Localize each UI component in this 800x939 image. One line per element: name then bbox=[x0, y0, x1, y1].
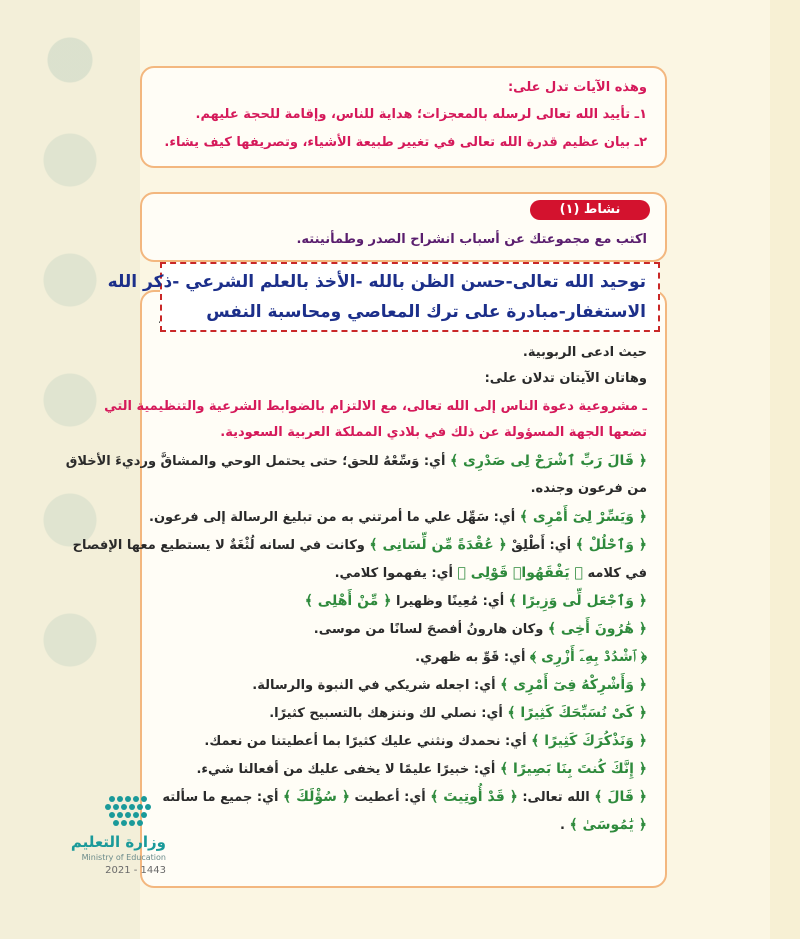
verse-explanation: أي: وَسِّعْهُ للحق؛ حتى يحتمل الوحي والمشاقَّ ورديءَ الأخلاق bbox=[65, 454, 446, 469]
verse-line bbox=[252, 677, 647, 693]
verse-text: ﴿ مِّنْ أَهْلِى ﴾ bbox=[304, 593, 392, 609]
answer-line-2: الاستغفار-مبادرة على ترك المعاصي ومحاسبة النفس bbox=[206, 302, 646, 322]
verse-text: ﴿ هَٰرُونَ أَخِى ﴾ bbox=[547, 621, 647, 637]
conclusion-item-2: ٢ـ بيان عظيم قدرة الله تعالى في تغيير طبيعة الأشياء، وتصريفها كيف يشاء. bbox=[164, 135, 647, 150]
verse-text: ﴿ وَنَذْكُرَكَ كَثِيرًا ﴾ bbox=[531, 733, 647, 749]
verse-line bbox=[162, 789, 647, 805]
verse-line bbox=[335, 565, 647, 581]
activity-badge: نشاط (١) bbox=[530, 200, 650, 220]
ministry-logo bbox=[52, 793, 170, 883]
text-line: حيث ادعى الربوبية. bbox=[522, 345, 647, 360]
conclusion-item-1: ١ـ تأييد الله تعالى لرسله بالمعجزات؛ هداية للناس، وإقامة للحجة عليهم. bbox=[195, 107, 647, 122]
verse-text: ﴿ وَٱحْلُلْ ﴾ bbox=[575, 537, 647, 553]
verse-line bbox=[196, 761, 647, 777]
verse-text: ﴿ وَٱجْعَل لِّى وَزِيرًا ﴾ bbox=[508, 593, 647, 609]
verse-explanation: وكان هارونُ أفصحَ لسانًا من موسى. bbox=[313, 622, 544, 637]
verse-text: ﴿ ٱشْدُدْ بِهِۦٓ أَزْرِى ﴾ bbox=[530, 649, 647, 665]
conclusion-box bbox=[140, 66, 667, 168]
verse-text: ﴿ سُؤْلَكَ ﴾ bbox=[283, 789, 350, 805]
verse-explanation: أي: أَطْلِقْ bbox=[511, 538, 572, 553]
verse-explanation: الله تعالى: bbox=[522, 790, 590, 805]
verse-explanation: أي: اجعله شريكي في النبوة والرسالة. bbox=[252, 678, 496, 693]
verse-line bbox=[415, 649, 647, 665]
page-edge bbox=[770, 0, 800, 939]
ministry-name-ar: وزارة التعليم bbox=[70, 833, 166, 851]
verse-text: ﴿ إِنَّكَ كُنتَ بِنَا بَصِيرًا ﴾ bbox=[499, 761, 647, 777]
text-line: وهاتان الآيتان تدلان على: bbox=[484, 371, 647, 386]
answer-line-1: توحيد الله تعالى-حسن الظن بالله -الأخذ بالعلم الشرعي -ذكر الله bbox=[107, 272, 646, 292]
verse-explanation: في كلامه bbox=[587, 566, 647, 581]
verse-line bbox=[204, 733, 647, 749]
verse-line bbox=[73, 537, 647, 553]
verse-explanation: أي: يفهموا كلامي. bbox=[334, 566, 453, 581]
activity-answer bbox=[107, 262, 660, 332]
verse-explanation: أي: خبيرًا عليمًا لا يخفى عليك من أفعالنا شيء. bbox=[196, 762, 496, 777]
ministry-year: 2021 - 1443 bbox=[105, 865, 166, 876]
verse-text: ﴿ قَالَ رَبِّ ٱشْرَحْ لِى صَدْرِى ﴾ bbox=[449, 453, 647, 469]
verse-text: ﴿ كَىْ نُسَبِّحَكَ كَثِيرًا ﴾ bbox=[507, 705, 647, 721]
verse-line bbox=[305, 593, 647, 609]
verse-text: ﴿ عُقْدَةً مِّن لِّسَانِى ﴾ bbox=[369, 537, 507, 553]
verse-text: ﴿ يَفْقَهُوا۟ قَوْلِى ﴾ bbox=[457, 565, 583, 581]
verse-text: ﴿ وَأَشْرِكْهُ فِىٓ أَمْرِى ﴾ bbox=[500, 677, 647, 693]
conclusion-intro: وهذه الآيات تدل على: bbox=[507, 80, 647, 95]
verse-explanation: أي: أعطيت bbox=[354, 790, 426, 805]
ministry-logo-icon bbox=[52, 793, 170, 833]
verse-explanation: أي: نحمدك ونثني عليك كثيرًا بما أعطيتنا من نعمك. bbox=[204, 734, 527, 749]
verse-explanation: أي: نصلي لك وننزهك بالتسبيح كثيرًا. bbox=[269, 706, 503, 721]
verse-explanation: أي: قَوِّ به ظهري. bbox=[415, 650, 526, 665]
verse-explanation: أي: جميع ما سألته bbox=[162, 790, 279, 805]
verse-explanation: أي: سَهِّل علي ما أمرتني به من تبليغ الرسالة إلى فرعون. bbox=[149, 510, 516, 525]
text-line: ـ مشروعية دعوة الناس إلى الله تعالى، مع الالتزام بالضوابط الشرعية والتنظيمية التي bbox=[104, 399, 647, 414]
verse-line bbox=[149, 509, 647, 525]
verse-text: ﴿ وَيَسِّرْ لِىٓ أَمْرِى ﴾ bbox=[519, 509, 647, 525]
verse-line bbox=[66, 453, 647, 469]
verse-explanation: أي: مُعِينًا وظهيرا bbox=[395, 594, 505, 609]
verse-explanation: وكانت في لسانه لُثْغَةٌ لا يستطيع معها الإفصاح bbox=[72, 538, 365, 553]
activity-prompt: اكتب مع مجموعتك عن أسباب انشراح الصدر وطمأنينته. bbox=[296, 232, 647, 247]
verse-text: ﴿ قَدْ أُوتِيتَ ﴾ bbox=[430, 789, 518, 805]
verse-line: ﴿ يَٰمُوسَىٰ ﴾ . bbox=[560, 817, 647, 833]
verse-text: ﴿ قَالَ ﴾ bbox=[594, 789, 647, 805]
ministry-name-en: Ministry of Education bbox=[81, 853, 166, 862]
verse-explanation-cont: من فرعون وجنده. bbox=[530, 481, 647, 496]
verse-line bbox=[314, 621, 647, 637]
verse-text: ﴿ يَٰمُوسَىٰ ﴾ bbox=[569, 817, 647, 833]
text-line: تضعها الجهة المسؤولة عن ذلك في بلادي المملكة العربية السعودية. bbox=[220, 425, 647, 440]
verse-line bbox=[269, 705, 647, 721]
